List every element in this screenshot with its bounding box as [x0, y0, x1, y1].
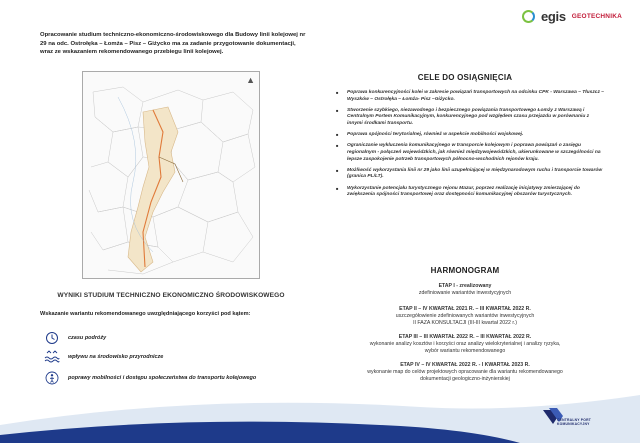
results-heading: WYNIKI STUDIUM TECHNICZNO EKONOMICZNO ŚRODOWISKOWEGO	[57, 292, 285, 299]
benefit-label: czasu podróży	[68, 335, 107, 341]
north-arrow-icon: ▲	[246, 75, 255, 85]
benefit-environment	[44, 350, 163, 364]
goal-item: ■ Poprawa konkurencyjności kolei w zakresie powiązań transportowych na odcinku CPK - Warszawa – Tłuszcz – Wyszków – Ostrołęka – Łomża- Pisz –Giżycko.	[336, 90, 606, 103]
benefit-label: wpływu na środowisko przyrodnicze	[68, 354, 164, 360]
cpk-line: KOMUNIKACYJNY	[557, 422, 590, 426]
goal-item: ■ Ograniczanie wykluczenia komunikacyjnego w transporcie kolejowym i poprawa powiązań o zasięgu regionalnym - połączeń wojewódzkich, jak również międzywojewódzkich, ukierunkowane w szczególności na lepsze zaspokojenie potrzeb transportowych północno-wschodnich rejonów kraju.	[336, 143, 606, 163]
stage-heading: ETAP II – IV KWARTAŁ 2021 R. – III KWARTAŁ 2022 R.	[399, 306, 531, 312]
schedule-stage-2	[330, 306, 600, 327]
clock-icon	[44, 331, 60, 345]
schedule-stage-4	[330, 362, 600, 383]
goal-item: ■ Możliwość wykorzystania linii nr 29 jako linii uzupełniającej w międzynarodowym ruchu i transporcie towarów (granica PL/LT).	[336, 168, 606, 181]
results-subheading: Wskazanie wariantu rekomendowanego uwzględniającego korzyści pod kątem:	[40, 311, 251, 317]
intro-paragraph: Opracowanie studium techniczno-ekonomiczno-środowiskowego dla Budowy linii kolejowej nr 29 na odc. Ostrołęka – Łomża – Pisz – Giżycko ma za zadanie przygotowanie dokumentacji, wraz ze wskazaniem rekomendowanego przebiegu linii kolejowej.	[40, 32, 306, 56]
cpk-logo-icon	[541, 404, 601, 430]
egis-logo: egis	[540, 9, 566, 24]
stage-heading: ETAP I - zrealizowany	[438, 283, 492, 289]
stage-description: wykonanie analizy kosztów i korzyści oraz analizy wielokryterialnej i analizy ryzyka,	[369, 341, 561, 347]
stage-description: dokumentacji geologiczno-inżynierskiej	[420, 376, 510, 382]
stage-description: II FAZA KONSULTACJI (III-III kwartał 2022 r.)	[413, 320, 517, 326]
goals-list	[336, 90, 606, 203]
stage-description: wybór wariantu rekomendowanego	[424, 348, 506, 354]
route-map-drawing	[83, 72, 261, 280]
person-mobility-icon	[44, 371, 60, 385]
partner-logos	[522, 9, 622, 24]
goals-heading: CELE DO OSIĄGNIĘCIA	[417, 73, 513, 82]
water-waves-icon	[44, 350, 60, 364]
benefit-label: poprawy mobilności i dostępu społeczeństwa do transportu kolejowego	[68, 375, 257, 381]
geotechnika-logo: GEOTECHNIKA	[571, 13, 622, 20]
benefit-travel-time	[44, 331, 106, 345]
benefit-mobility	[44, 371, 256, 385]
goal-item: ■ Wykorzystanie potencjału turystycznego rejonu Mazur, poprzez realizację inicjatywy zmierzającej do zwiększenia spójności transportowej oraz dostępności komunikacyjnej obszarów turystycznych.	[336, 186, 606, 199]
stage-heading: ETAP III – III KWARTAŁ 2022 R. – III KWARTAŁ 2022 R.	[398, 334, 532, 340]
stage-description: uszczegółowienie zdefiniowanych wariantów inwestycyjnych	[395, 313, 535, 319]
stage-heading: ETAP IV – IV KWARTAŁ 2022 R. - I KWARTAŁ 2023 R.	[400, 362, 530, 368]
egis-logo-mark	[522, 10, 535, 23]
route-map	[82, 71, 260, 279]
cpk-line: CENTRALNY PORT	[557, 418, 592, 422]
stage-description: wykonanie map do celów projektowych opracowanie dla wariantu rekomendowanego	[367, 369, 563, 375]
schedule-heading: HARMONOGRAM	[430, 266, 500, 275]
cpk-logo-text	[557, 418, 591, 426]
goal-item: ■ Poprawa spójności terytorialnej, również w aspekcie mobilności wojskowej.	[336, 132, 606, 139]
schedule-stage-3	[330, 334, 600, 355]
goal-item: ■ Stworzenie szybkiego, niezawodnego i bezpiecznego powiązania transportowego Łomży z Warszawą i Centralnym Portem Komunikacyjnym, konkurencyjnego pod względem czasu przejazdu w porównaniu z innymi środkami transportu.	[336, 108, 606, 128]
stage-description: zdefiniowanie wariantów inwestycyjnych	[418, 290, 512, 296]
schedule-stage-1	[330, 283, 600, 297]
